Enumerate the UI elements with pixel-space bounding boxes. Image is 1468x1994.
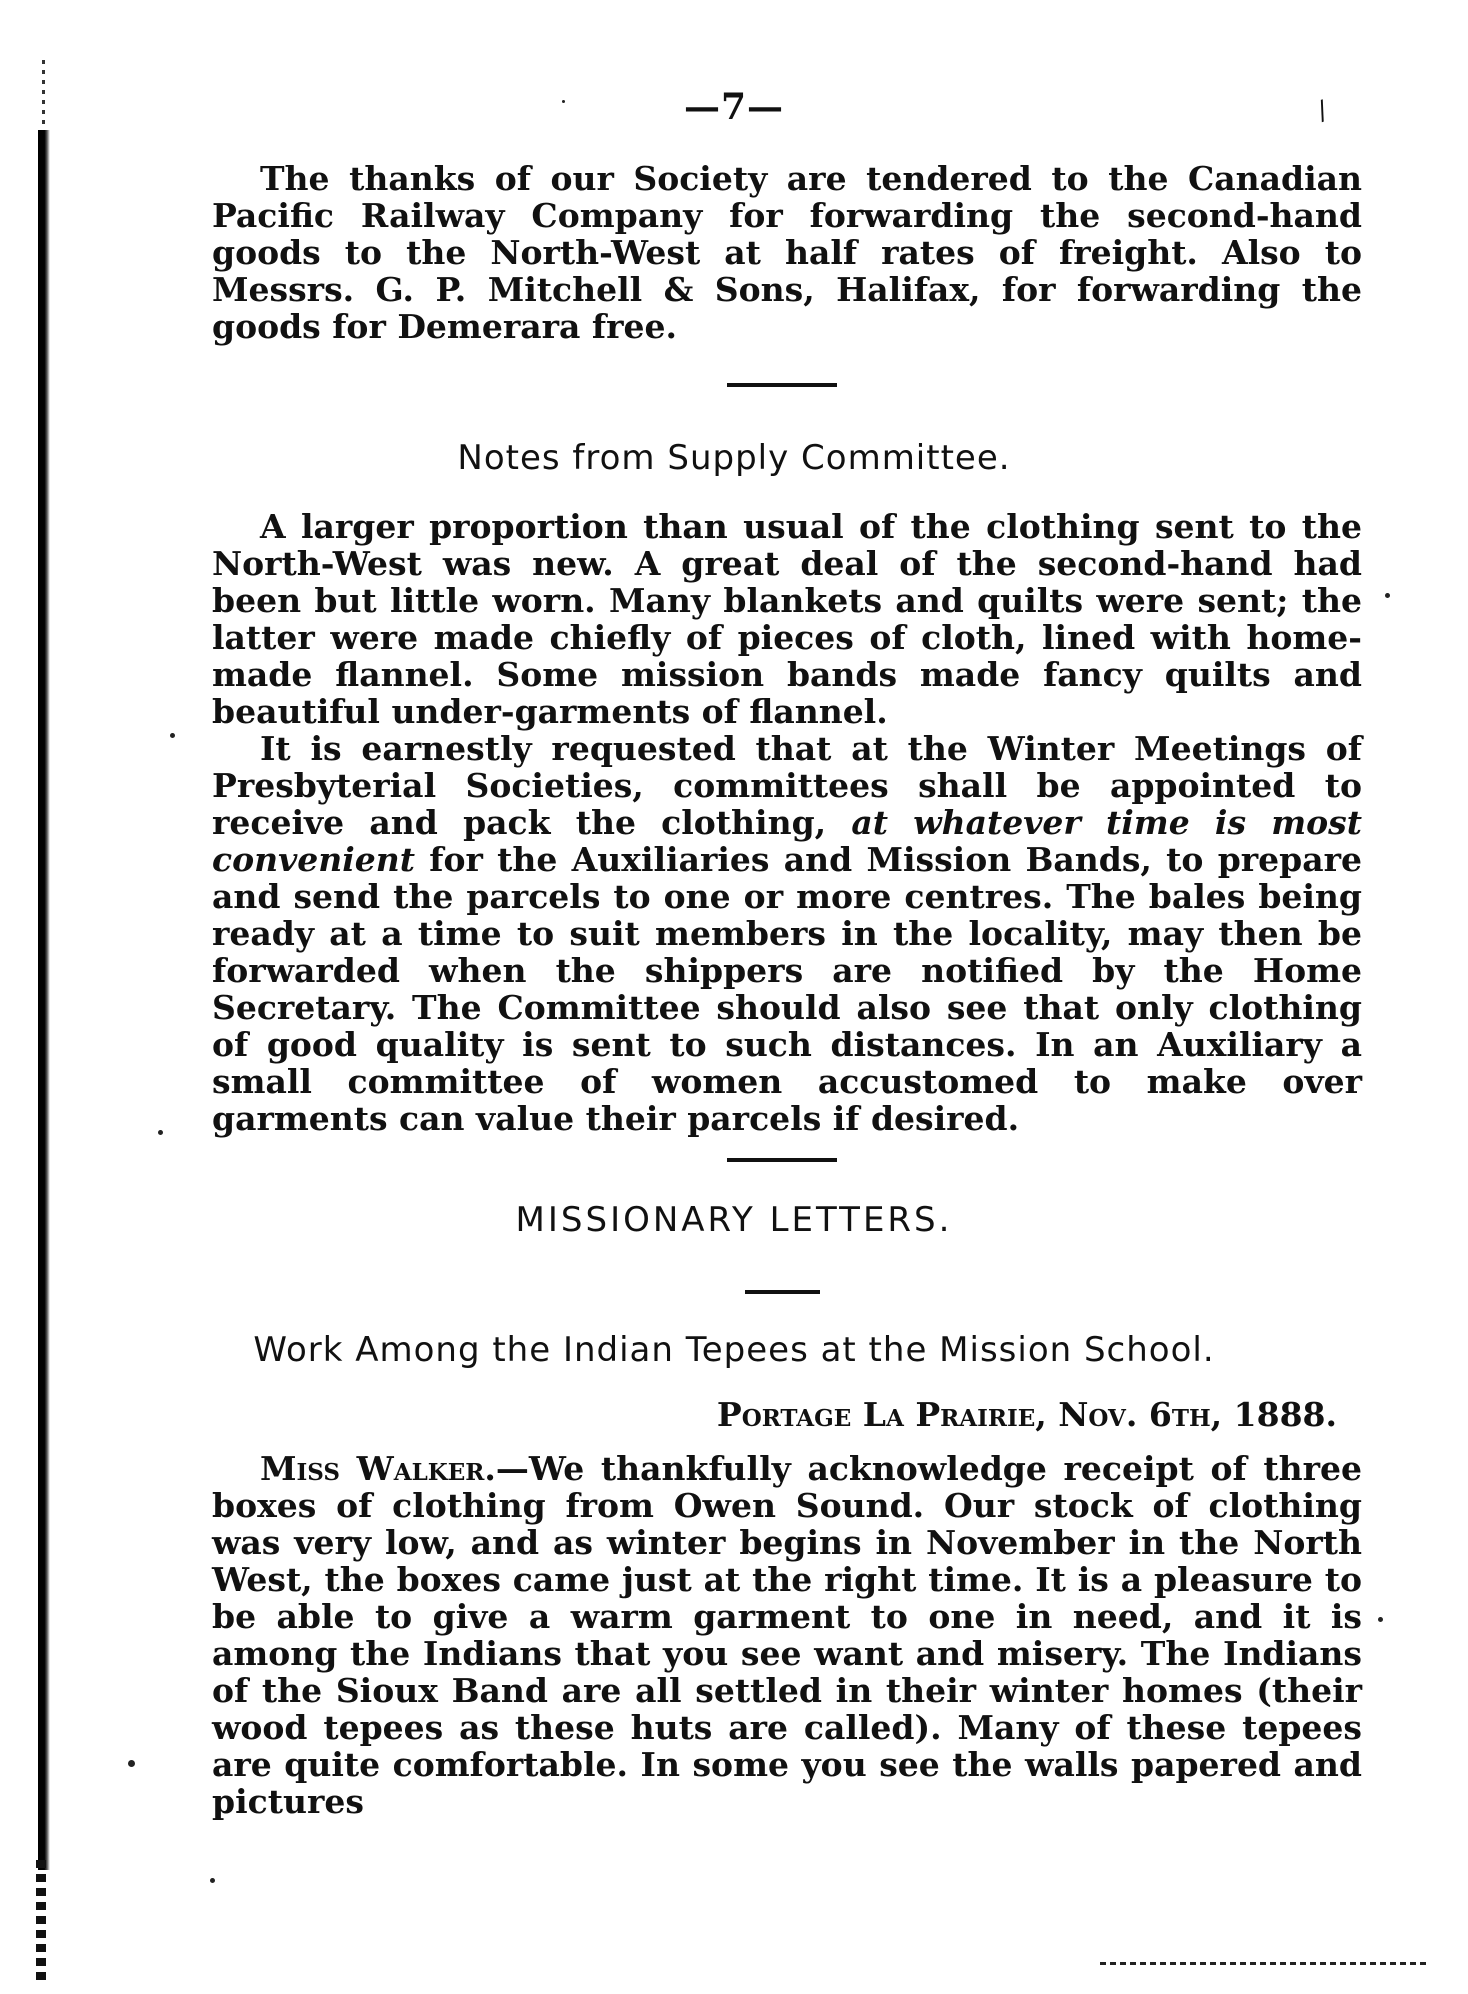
binding-edge-artifact — [38, 130, 50, 1870]
letter-speaker: Miss Walker. — [260, 1449, 496, 1488]
scan-speck — [128, 1760, 135, 1767]
scan-speck — [1378, 1617, 1383, 1622]
letter-body: —We thankfully acknowledge receipt of three boxes of clothing from Owen Sound. Our stock of clothing was very low, and as winter begins in November in the North West, the boxes came just at the right time. It is a pleasure to be able to give a warm garment to one in need, and it is among the Indians that you see want and misery. The Indians of the Sioux Band are all settled in their winter homes (their wood tepees as these huts are called). Many of these tepees are quite comfortable. In some you see the walls papered and pictures — [212, 1449, 1362, 1821]
supply-paragraph-1: A larger proportion than usual of the clothing sent to the North-West was new. A great deal of the second-hand had been but little worn. Many blankets and quilts were sent; the latter were made chiefly of pieces of cloth, lined with home-made flannel. Some mission bands made fancy quilts and beautiful under-garments of flannel. — [212, 507, 1362, 731]
scan-speck — [1385, 593, 1390, 598]
supply-paragraph-2 — [212, 730, 1362, 1137]
section-divider-1 — [727, 383, 837, 387]
page-number: —7— — [683, 86, 785, 128]
missionary-letters-heading: MISSIONARY LETTERS. — [515, 1200, 953, 1240]
corner-mark: / — [1313, 95, 1332, 127]
letter-paragraph — [212, 1450, 1362, 1820]
footer-scan-line — [1100, 1962, 1430, 1965]
supply-committee-heading: Notes from Supply Committee. — [457, 438, 1011, 478]
supply-paragraph-2-end: for the Auxiliaries and Mission Bands, to prepare and send the parcels to one or more centres. The bales being ready at a time to suit members in the locality, may then be forwarded when the shippers are notified by the Home Secretary. The Committee should also see that only clothing of good quality is sent to such distances. In an Auxiliary a small committee of women accustomed to make over garments can value their parcels if desired. — [212, 840, 1362, 1138]
scan-speck — [170, 733, 175, 738]
section-divider-2 — [727, 1158, 837, 1162]
intro-paragraph: The thanks of our Society are tendered to the Canadian Pacific Railway Company for forwarding the second-hand goods to the North-West at half rates of freight. Also to Messrs. G. P. Mitchell & Sons, Halifax, for forwarding the goods for Demerara free. — [212, 159, 1362, 346]
scan-speck — [210, 1878, 215, 1883]
supply-paragraph-2-start: It is earnestly requested that at the Winter Meetings of Presbyterial Societies, committees shall be appointed to receive and pack the clothing, — [212, 729, 1362, 842]
tepees-subheading: Work Among the Indian Tepees at the Mission School. — [253, 1330, 1215, 1370]
intro-paragraph-block — [212, 160, 1362, 345]
letter-text-block — [212, 1450, 1362, 1820]
supply-committee-text — [212, 508, 1362, 1137]
section-divider-3 — [745, 1290, 820, 1294]
supply-paragraph-2-emphasis: at whatever time is most convenient — [212, 803, 1363, 879]
binding-edge-artifact-bottom — [36, 1860, 46, 1980]
letter-dateline: Portage La Prairie, Nov. 6th, 1888. — [716, 1395, 1337, 1434]
scan-speck — [158, 1130, 163, 1135]
scan-speck — [562, 100, 565, 103]
